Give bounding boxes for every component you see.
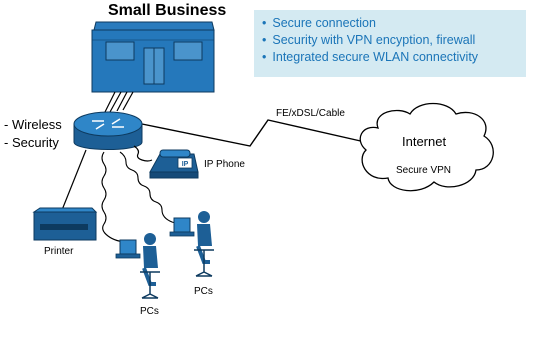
phone-link	[134, 146, 152, 161]
router-label-security: - Security	[4, 135, 59, 150]
printer-label: Printer	[44, 246, 74, 257]
feature-item: • Security with VPN encyption, firewall	[262, 32, 526, 49]
wan-link	[142, 120, 365, 146]
building-links	[104, 92, 133, 114]
feature-item: • Secure connection	[262, 15, 526, 32]
feature-item: • Integrated secure WLAN connectivity	[262, 49, 526, 66]
feature-panel	[254, 10, 526, 77]
ip-phone-label: IP Phone	[204, 159, 245, 170]
pcs-left-label: PCs	[140, 306, 159, 317]
wan-link-label: FE/xDSL/Cable	[276, 108, 345, 119]
pc-left-link	[102, 152, 128, 242]
cloud-title: Internet	[402, 134, 447, 149]
ip-phone-icon	[150, 150, 198, 178]
router-label-wireless: - Wireless	[4, 117, 62, 132]
printer-icon	[34, 208, 96, 240]
phone-badge: IP	[181, 161, 189, 168]
router-icon	[74, 112, 142, 150]
diagram-title: Small Business	[108, 2, 227, 19]
pcs-right-label: PCs	[194, 286, 213, 297]
pc-right-icon	[170, 211, 214, 276]
cloud-subtitle: Secure VPN	[396, 165, 452, 176]
pc-left-icon	[116, 233, 160, 298]
building-icon	[92, 22, 214, 92]
printer-link	[62, 150, 86, 210]
